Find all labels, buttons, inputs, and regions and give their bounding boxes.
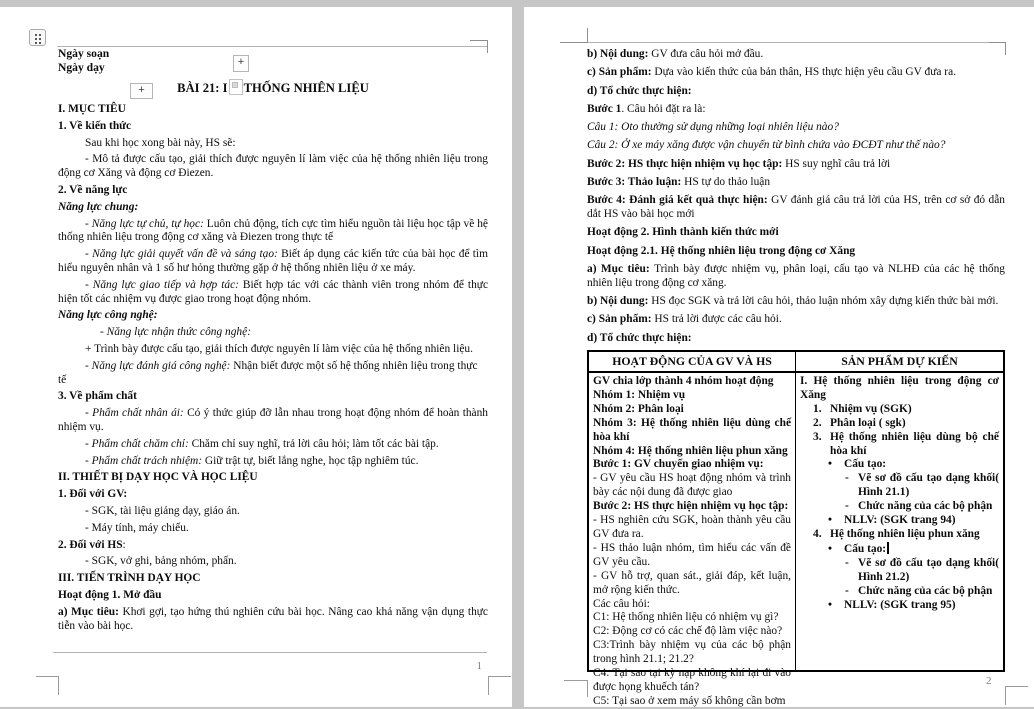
text-cursor — [887, 542, 889, 554]
text-run: Hoạt động 2.1. Hệ thống nhiên liệu trong động cơ Xăng — [587, 244, 856, 257]
text-run: C1: Hệ thống nhiên liệu có nhiệm vụ gì? — [593, 611, 779, 624]
text-run: a) Mục tiêu: — [58, 605, 123, 618]
crop-mark-bottom-left — [564, 680, 588, 697]
paragraph[interactable] — [800, 431, 999, 459]
text-run: Năng lực chung: — [58, 200, 139, 213]
text-run: C5: Tại sao ở xem máy số không cần bơm — [593, 694, 786, 707]
text-run: b) Nội dung: — [587, 48, 652, 60]
table-header-gv-hs[interactable]: HOẠT ĐỘNG CỦA GV VÀ HS — [589, 352, 796, 373]
text-run: HS suy nghĩ câu trả lời — [785, 157, 891, 170]
paragraph[interactable] — [58, 455, 488, 469]
text-run: - Phẩm chất nhân ái: — [85, 407, 188, 420]
text-run: Chức năng của các bộ phận — [858, 500, 993, 513]
text-run: Các câu hỏi: — [593, 597, 650, 610]
paragraph[interactable] — [587, 313, 1005, 327]
text-run: II. THIẾT BỊ DẠY HỌC VÀ HỌC LIỆU — [58, 471, 258, 484]
text-run: C4: Tại sao tại kỳ nạp không khí lại đi vào được họng khuếch tán? — [593, 667, 791, 693]
text-run: Bước 2: HS thực hiện nhiệm vụ học tập: — [593, 500, 789, 513]
paragraph[interactable] — [593, 667, 791, 695]
text-run: Trình bày được nhiệm vụ, phân loại, cấu tạo và NLHĐ của các hệ thống nhiên liệu trong động cơ xăng. — [587, 263, 1005, 289]
paragraph[interactable] — [587, 245, 1005, 259]
text-run: - HS nghiên cứu SGK, hoàn thành yêu cầu GV đưa ra. — [593, 514, 791, 541]
paragraph[interactable] — [58, 589, 488, 603]
paragraph[interactable] — [587, 66, 1005, 80]
paragraph[interactable] — [593, 570, 791, 598]
text-boundary-bottom — [53, 652, 487, 653]
text-run: I. Hệ thống nhiên liệu trong động cơ Xăng — [800, 375, 999, 401]
paragraph[interactable] — [800, 557, 999, 585]
text-run: Nhận biết được một số hệ thống nhiên liệu trong thực tế — [58, 359, 478, 386]
paragraph[interactable] — [800, 375, 999, 403]
paragraph[interactable] — [58, 218, 488, 246]
text-run: Hoạt động 1. Mở đầu — [58, 588, 162, 601]
activity-table[interactable] — [587, 350, 1005, 707]
text-run: Nhóm 2: Phân loại — [593, 402, 684, 415]
text-run: Cấu tạo: — [844, 458, 887, 471]
text-run: b) Nội dung: — [587, 295, 652, 308]
paragraph[interactable] — [58, 606, 488, 634]
lesson-title-suffix: THỐNG NHIÊN LIỆU — [243, 81, 369, 95]
text-run: c) Sản phẩm: — [587, 66, 655, 79]
text-run: Cấu tạo: — [844, 542, 887, 555]
paragraph[interactable] — [593, 639, 791, 667]
paragraph[interactable] — [800, 542, 999, 557]
text-run: Nhóm 1: Nhiệm vụ — [593, 388, 686, 401]
paragraph[interactable] — [58, 390, 488, 404]
text-run: - Phẩm chất trách nhiệm: — [85, 454, 205, 467]
list-marker: 4. — [813, 528, 822, 541]
text-run: III. TIẾN TRÌNH DẠY HỌC — [58, 572, 201, 585]
paragraph[interactable] — [587, 48, 1005, 62]
paragraph[interactable] — [587, 295, 1005, 309]
text-run: Chức năng của các bộ phận — [858, 584, 993, 597]
list-marker: • — [828, 458, 832, 471]
text-run: Câu 2: Ở xe máy xăng được vận chuyển từ bình chứa vào ĐCĐT như thế nào? — [587, 139, 946, 152]
page1-content[interactable] — [0, 7, 512, 633]
text-run: Bước 4: Đánh giá kết quả thực hiện: — [587, 194, 772, 207]
text-run: - SGK, vở ghi, bảng nhóm, phấn. — [85, 555, 237, 568]
list-marker: • — [828, 514, 832, 527]
text-run: - Mô tả được cấu tạo, giải thích được nguyên lí làm việc của hệ thống nhiên liệu trong động cơ Xăng và động cơ Điezen. — [58, 153, 488, 180]
list-marker: 3. — [813, 430, 822, 443]
paragraph[interactable] — [58, 407, 488, 435]
paragraph[interactable] — [58, 103, 488, 117]
list-marker: 2. — [813, 416, 822, 429]
text-run: HS đọc SGK và trả lời câu hỏi, thảo luận nhóm xây dựng kiến thức bài mới. — [651, 295, 999, 308]
paragraph[interactable] — [800, 528, 999, 542]
text-run: a) Mục tiêu: — [587, 263, 655, 276]
text-run: GV chia lớp thành 4 nhóm hoạt động — [593, 375, 774, 388]
insert-plus-button-top[interactable]: + — [233, 55, 249, 72]
date-soan-line[interactable]: Ngày soạn — [58, 47, 110, 60]
text-run: Bước 1: GV chuyển giao nhiệm vụ: — [593, 458, 764, 471]
text-run: - HS thảo luận nhóm, tìm hiểu các vấn đề GV yêu cầu. — [593, 541, 791, 568]
text-run: 2. Đối với HS — [58, 538, 123, 551]
paragraph[interactable] — [800, 472, 999, 500]
paragraph[interactable] — [58, 505, 488, 519]
text-run: NLLV: (SGK trang 94) — [844, 514, 956, 527]
paragraph[interactable] — [593, 403, 791, 417]
text-run: Chăm chỉ suy nghĩ, trả lời câu hỏi; làm tốt các bài tập. — [191, 437, 439, 450]
text-run: 3. Về phẩm chất — [58, 390, 137, 403]
paragraph[interactable] — [587, 158, 1005, 172]
paragraph[interactable] — [593, 472, 791, 500]
paragraph[interactable] — [58, 488, 488, 502]
text-run: Nhiệm vụ (SGK) — [830, 402, 912, 415]
crop-mark-bottom-right — [488, 676, 511, 695]
paragraph[interactable] — [800, 403, 999, 417]
text-run: - GV yêu cầu HS hoạt động nhóm và trình bày các nội dung đã được giao — [593, 472, 791, 499]
text-run: - Năng lực giao tiếp và hợp tác: — [85, 278, 243, 291]
paragraph[interactable] — [58, 279, 488, 307]
paragraph[interactable] — [58, 153, 488, 181]
list-marker: - — [845, 584, 849, 597]
paragraph[interactable] — [800, 514, 999, 528]
paragraph[interactable] — [58, 555, 488, 569]
paragraph[interactable] — [593, 611, 791, 625]
paragraph[interactable] — [58, 201, 488, 215]
text-run: 1. Đối với GV: — [58, 488, 128, 501]
list-marker: • — [828, 598, 832, 611]
text-run: Hoạt động 2. Hình thành kiến thức mới — [587, 226, 779, 239]
paragraph[interactable] — [593, 458, 791, 472]
text-run: NLLV: (SGK trang 95) — [844, 598, 956, 611]
lesson-title-prefix: BÀI 21: I — [177, 81, 228, 95]
crop-mark-bottom-right — [1005, 686, 1028, 705]
text-run: C2: Động cơ có các chế độ làm việc nào? — [593, 625, 783, 638]
table-cell-activities[interactable] — [589, 373, 796, 707]
paragraph[interactable] — [587, 263, 1005, 291]
paragraph[interactable] — [593, 542, 791, 570]
text-run: . Câu hỏi đặt ra là: — [621, 102, 706, 115]
paragraph[interactable] — [800, 458, 999, 472]
text-run: Vẽ sơ đồ cấu tạo dạng khối( Hình 21.1) — [858, 472, 999, 499]
crop-mark-bottom-left — [36, 676, 59, 695]
text-run: 2. Về năng lực — [58, 183, 128, 196]
text-run: Bước 1 — [587, 102, 622, 115]
paragraph[interactable] — [58, 343, 488, 357]
list-marker: - — [845, 500, 849, 513]
paragraph[interactable] — [58, 438, 488, 452]
paragraph[interactable] — [593, 445, 791, 459]
paragraph[interactable] — [587, 176, 1005, 190]
insert-plus-button-title[interactable]: + — [130, 83, 153, 99]
text-run: d) Tổ chức thực hiện: — [587, 84, 692, 97]
text-run: GV đưa câu hỏi mở đầu. — [651, 48, 764, 60]
text-run: Nhóm 4: Hệ thống nhiên liệu phun xăng — [593, 444, 788, 457]
paragraph[interactable] — [593, 389, 791, 403]
paragraph[interactable] — [58, 137, 488, 151]
missing-image-placeholder-icon[interactable] — [229, 79, 243, 95]
text-run: - GV hỗ trợ, quan sát., giải đáp, kết luận, mở rộng kiến thức. — [593, 569, 791, 596]
list-marker: - — [845, 556, 849, 569]
list-marker: 1. — [813, 402, 822, 415]
paragraph[interactable] — [587, 121, 1005, 135]
lesson-title[interactable] — [58, 79, 488, 96]
paragraph[interactable] — [587, 332, 1005, 346]
text-run: d) Tổ chức thực hiện: — [587, 331, 692, 344]
page-number-2: 2 — [986, 675, 992, 687]
text-run: Hệ thống nhiên liệu dùng bộ chế hòa khí — [830, 430, 999, 457]
activity-table-body-row — [589, 373, 1003, 707]
page-number-1: 1 — [476, 660, 482, 672]
text-run: Bước 2: HS thực hiện nhiệm vụ học tập: — [587, 157, 786, 170]
paragraph[interactable] — [800, 500, 999, 514]
text-run: - Phẩm chất chăm chỉ: — [85, 437, 192, 450]
paragraph[interactable] — [593, 500, 791, 514]
text-run: Câu 1: Oto thường sử dụng những loại nhiên liệu nào? — [587, 121, 839, 134]
paragraph[interactable] — [587, 194, 1005, 222]
text-run: Sau khi học xong bài này, HS sẽ: — [85, 136, 236, 149]
table-header-san-pham[interactable]: SẢN PHẨM DỰ KIẾN — [796, 352, 1003, 373]
text-run: Bước 3: Thảo luận: — [587, 176, 685, 189]
paragraph[interactable] — [58, 471, 488, 485]
paragraph[interactable] — [593, 598, 791, 612]
paragraph[interactable] — [593, 375, 791, 389]
list-marker: - — [845, 472, 849, 485]
text-run: : — [122, 538, 126, 551]
text-run: GV đánh giá câu trả lời của HS, trên cơ sở đó dẫn dắt HS vào bài học mới — [587, 194, 1006, 221]
text-run: HS trả lời được các câu hỏi. — [654, 313, 782, 326]
page2-content[interactable] — [524, 7, 1034, 707]
text-run: Biết hợp tác với các thành viên trong nhóm để thực hiện tốt các nhiệm vụ được giao trong hoạt động nhóm. — [58, 278, 489, 305]
text-run: Nhóm 3: Hệ thống nhiên liệu dùng chế hòa khí — [593, 416, 791, 443]
paragraph[interactable] — [58, 120, 488, 134]
date-day-line[interactable]: Ngày dạy — [58, 61, 105, 74]
table-cell-products[interactable] — [796, 373, 1003, 671]
paragraph[interactable] — [58, 184, 488, 198]
paragraph[interactable] — [58, 539, 488, 553]
text-run: - Năng lực tự chủ, tự học: — [85, 217, 207, 230]
text-run: - Năng lực giải quyết vấn đề và sáng tạo: — [85, 248, 282, 261]
text-run: - Năng lực nhận thức công nghệ: — [100, 326, 251, 339]
paragraph[interactable] — [587, 226, 1005, 240]
paragraph[interactable] — [58, 326, 488, 340]
page-1[interactable] — [0, 7, 512, 707]
text-run: Năng lực công nghệ: — [58, 309, 158, 322]
paragraph[interactable] — [593, 695, 791, 709]
text-run: Luôn chủ động, tích cực tìm hiểu nguồn tài liệu học tập về hệ thống nhiên liệu trong động cơ xăng và Điezen trong thực tế — [58, 217, 488, 244]
paragraph[interactable] — [593, 417, 791, 445]
page1-body-text[interactable] — [58, 103, 488, 633]
paragraph[interactable] — [587, 85, 1005, 99]
text-run: Giữ trật tự, biết lắng nghe, học tập nghiêm túc. — [204, 454, 419, 467]
text-run: + Trình bày được cấu tạo, giải thích được nguyên lí làm việc của hệ thống nhiên liệu. — [85, 342, 473, 355]
text-run: Vẽ sơ đồ cấu tạo dạng khối( Hình 21.2) — [858, 556, 999, 583]
list-marker: • — [828, 542, 832, 555]
paragraph[interactable] — [58, 522, 488, 536]
paragraph[interactable] — [58, 572, 488, 586]
page-2[interactable] — [524, 7, 1034, 707]
text-run: I. MỤC TIÊU — [58, 103, 126, 115]
activity-table-header-row — [589, 352, 1003, 373]
text-run: c) Sản phẩm: — [587, 313, 655, 326]
text-run: Dựa vào kiến thức của bản thân, HS thực hiện yêu cầu GV đưa ra. — [654, 66, 956, 79]
paragraph[interactable] — [593, 514, 791, 542]
paragraph[interactable] — [58, 309, 488, 323]
page2-body-text[interactable] — [587, 48, 1005, 346]
text-run: Biết áp dụng các kiến tức của bài học để tìm hiểu nguyên nhân và 1 số hư hỏng thường gặp ở hệ thống nhiên liệu ở xe máy. — [58, 248, 488, 274]
paragraph[interactable] — [58, 360, 488, 388]
paragraph[interactable] — [587, 139, 1005, 153]
text-run: - Năng lực đánh giá công nghệ: — [85, 359, 234, 372]
text-run: - SGK, tài liệu giảng dạy, giáo án. — [85, 504, 240, 517]
text-run: Phân loại ( sgk) — [830, 416, 906, 429]
text-run: 1. Về kiến thức — [58, 119, 132, 132]
text-run: Có ý thức giúp đỡ lẫn nhau trong hoạt động nhóm để hoàn thành nhiệm vụ. — [58, 407, 488, 433]
paragraph[interactable] — [587, 103, 1005, 117]
paragraph[interactable] — [800, 599, 999, 613]
text-run: HS tự do thảo luận — [684, 176, 771, 189]
text-run: Khơi gợi, tạo hứng thú nghiên cứu bài học. Nâng cao khả năng vận dụng thực tiễn vào bài học. — [58, 605, 488, 632]
paragraph[interactable] — [800, 585, 999, 599]
text-run: C3:Trình bày nhiệm vụ của các bộ phận trong hình 21.1; 21.2? — [593, 639, 791, 666]
paragraph[interactable] — [593, 625, 791, 639]
paragraph[interactable] — [800, 417, 999, 431]
text-run: - Máy tính, máy chiếu. — [85, 521, 189, 534]
paragraph[interactable] — [58, 248, 488, 276]
text-run: Hệ thống nhiên liệu phun xăng — [830, 528, 980, 541]
